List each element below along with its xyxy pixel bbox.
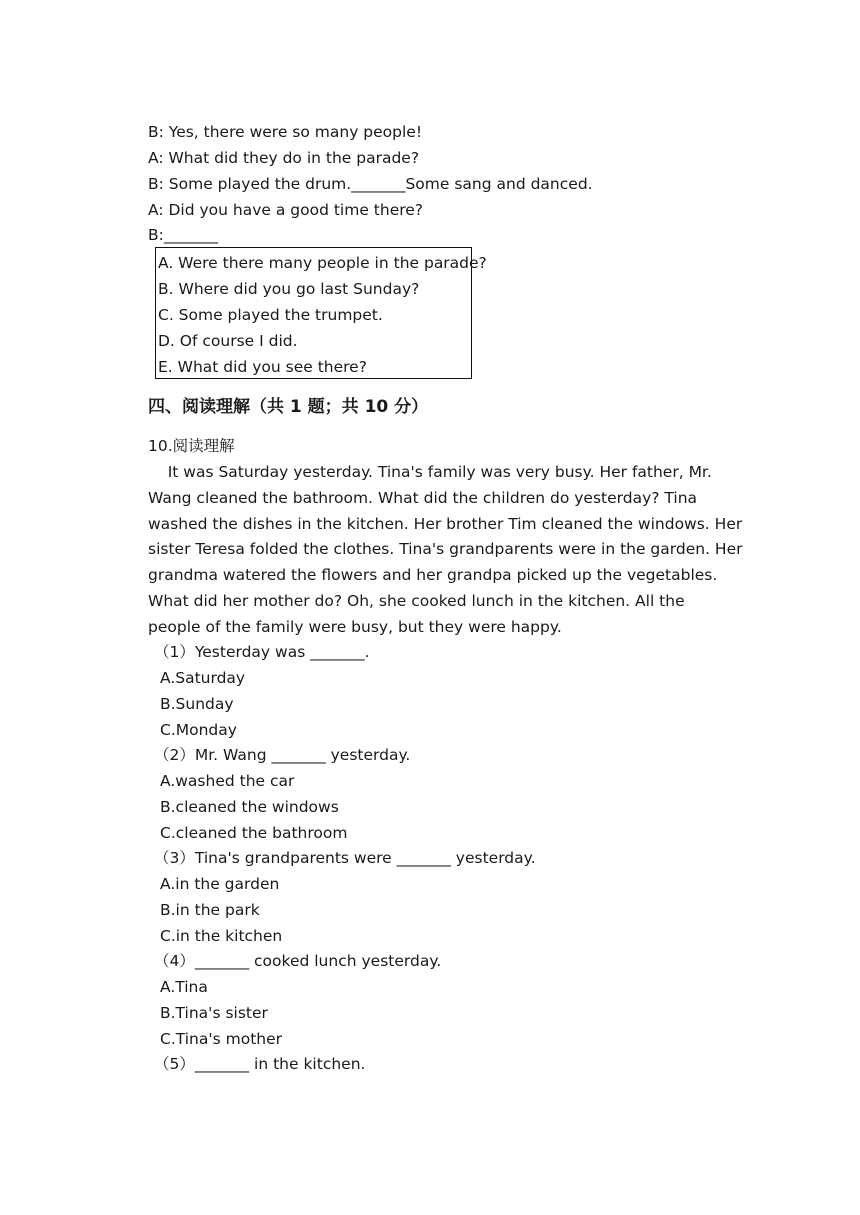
question-2-choice-a: A.washed the car [160, 772, 295, 790]
option-b: B. Where did you go last Sunday? [158, 280, 420, 298]
option-d: D. Of course I did. [158, 332, 298, 350]
passage-line: It was Saturday yesterday. Tina's family was very busy. Her father, Mr. [148, 463, 712, 481]
question-2-choice-b: B.cleaned the windows [160, 798, 339, 816]
dialogue-line-3: B: Some played the drum._______Some sang and danced. [148, 175, 593, 193]
question-1-choice-c: C.Monday [160, 721, 237, 739]
question-3-choice-a: A.in the garden [160, 875, 280, 893]
passage-line: sister Teresa folded the clothes. Tina's grandparents were in the garden. Her [148, 540, 743, 559]
question-4-stem: （4）_______ cooked lunch yesterday. [154, 952, 442, 970]
question-2-choice-c: C.cleaned the bathroom [160, 824, 348, 842]
dialogue-line-4: A: Did you have a good time there? [148, 201, 424, 219]
question-3-choice-b: B.in the park [160, 901, 260, 919]
passage-line: washed the dishes in the kitchen. Her brother Tim cleaned the windows. Her [148, 514, 743, 533]
question-5-stem: （5）_______ in the kitchen. [154, 1055, 366, 1073]
question-4-choice-b: B.Tina's sister [160, 1004, 268, 1022]
passage-line: What did her mother do? Oh, she cooked lunch in the kitchen. All the [148, 591, 685, 610]
section-heading: 四、阅读理解（共 1 题；共 10 分） [148, 397, 429, 417]
question-2-stem: （2）Mr. Wang _______ yesterday. [154, 746, 411, 764]
option-e: E. What did you see there? [158, 358, 367, 376]
question-1-stem: （1）Yesterday was _______. [154, 643, 370, 661]
question-4-choice-a: A.Tina [160, 978, 208, 996]
passage-line: people of the family were busy, but they were happy. [148, 617, 562, 636]
question-3-choice-c: C.in the kitchen [160, 927, 283, 945]
dialogue-line-5: B:_______ [148, 226, 219, 244]
question-3-stem: （3）Tina's grandparents were _______ yesterday. [154, 849, 536, 867]
dialogue-line-2: A: What did they do in the parade? [148, 149, 420, 167]
reading-passage [148, 460, 743, 641]
passage-line: grandma watered the flowers and her grandpa picked up the vegetables. [148, 566, 718, 585]
question-1-choice-a: A.Saturday [160, 669, 246, 687]
question-1-choice-b: B.Sunday [160, 695, 234, 713]
option-a: A. Were there many people in the parade? [158, 254, 487, 272]
question-4-choice-c: C.Tina's mother [160, 1030, 283, 1048]
passage-line: Wang cleaned the bathroom. What did the children do yesterday? Tina [148, 488, 698, 507]
question-title: 10.阅读理解 [148, 437, 235, 455]
options-box [155, 247, 487, 379]
option-c: C. Some played the trumpet. [158, 306, 383, 324]
dialogue-line-1: B: Yes, there were so many people! [148, 123, 423, 141]
